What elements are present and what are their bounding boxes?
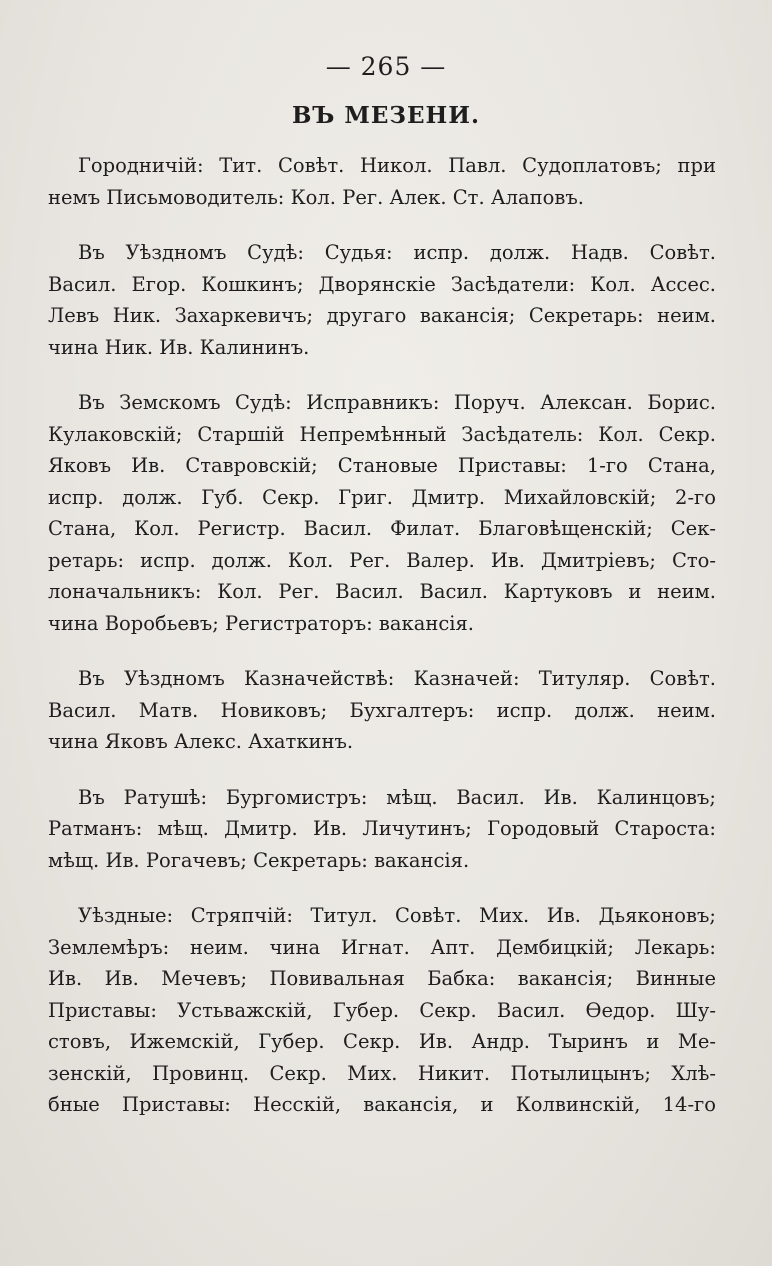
text-line: Въ Уѣздномъ Казначействѣ: Казначей: Титуляр. Совѣт. [78,667,716,690]
text-line: мѣщ. Ив. Рогачевъ; Секретарь: вакансія. [48,848,470,872]
text-line: Васил. Егор. Кошкинъ; Дворянскіе Засѣдатели: Кол. Ассес. [48,272,716,296]
text-line: Городничій: Тит. Совѣт. Никол. Павл. Судоплатовъ; при [78,154,716,177]
text-line: стовъ, Ижемскій, Губер. Секр. Ив. Андр. Тыринъ и Ме- [48,1030,716,1053]
text-line: Стана, Кол. Регистр. Васил. Филат. Благовѣщенскій; Сек- [48,517,716,540]
text-line: Землемѣръ: неим. чина Игнат. Апт. Дембицкій; Лекарь: [48,935,716,959]
text-line: немъ Письмоводитель: Кол. Рег. Алек. Ст. Алаповъ. [48,185,584,209]
page-number: — 265 — [325,52,447,81]
text-line: ретарь: испр. долж. Кол. Рег. Валер. Ив. Дмитріевъ; Сто- [48,548,716,572]
paragraph-kaznacheystvo [48,663,716,758]
text-line: Кулаковскій; Старшій Непремѣнный Засѣдатель: Кол. Секр. [48,422,716,446]
section-heading: ВЪ МЕЗЕНИ. [291,102,481,129]
text-line: Приставы: Устьважскій, Губер. Секр. Васил. Ѳедор. Шу- [48,998,716,1022]
text-line: бные Приставы: Несскій, вакансія, и Колвинскій, 14-го [48,1093,716,1116]
text-line: Въ Уѣздномъ Судѣ: Судья: испр. долж. Надв. Совѣт. [78,241,716,264]
text-line: Васил. Матв. Новиковъ; Бухгалтеръ: испр. долж. неим. [48,698,716,722]
text-line: зенскій, Провинц. Секр. Мих. Никит. Потылицынъ; Хлѣ- [48,1061,716,1085]
text-line: Уѣздные: Стряпчій: Титул. Совѣт. Мих. Ив. Дьяконовъ; [78,904,716,927]
text-line: Въ Ратушѣ: Бургомистръ: мѣщ. Васил. Ив. Калинцовъ; [78,785,716,809]
text-line: чина Яковъ Алекс. Ахаткинъ. [48,730,354,753]
text-line: Въ Земскомъ Судѣ: Исправникъ: Поруч. Алексан. Борис. [78,391,716,414]
text-line: чина Воробьевъ; Регистраторъ: вакансія. [48,611,475,635]
paragraph-zemsky-sud [48,387,716,639]
paragraph-gorodnichiy [48,150,716,213]
body-text [48,150,716,1145]
text-line: Ив. Ив. Мечевъ; Повивальная Бабка: вакансія; Винные [48,967,716,990]
text-line: лоначальникъ: Кол. Рег. Васил. Васил. Картуковъ и неим. [48,580,716,603]
paragraph-uezdny-sud [48,237,716,363]
text-line: чина Ник. Ив. Калининъ. [48,335,310,359]
text-line: испр. долж. Губ. Секр. Григ. Дмитр. Михайловскій; 2-го [48,485,716,509]
text-line: Ратманъ: мѣщ. Дмитр. Ив. Личутинъ; Городовый Староста: [48,817,716,840]
text-line: Левъ Ник. Захаркевичъ; другаго вакансія; Секретарь: неим. [48,304,716,327]
text-line: Яковъ Ив. Ставровскій; Становые Приставы: 1-го Стана, [48,454,716,477]
paragraph-uezdnye [48,900,716,1121]
paragraph-ratusha [48,782,716,877]
